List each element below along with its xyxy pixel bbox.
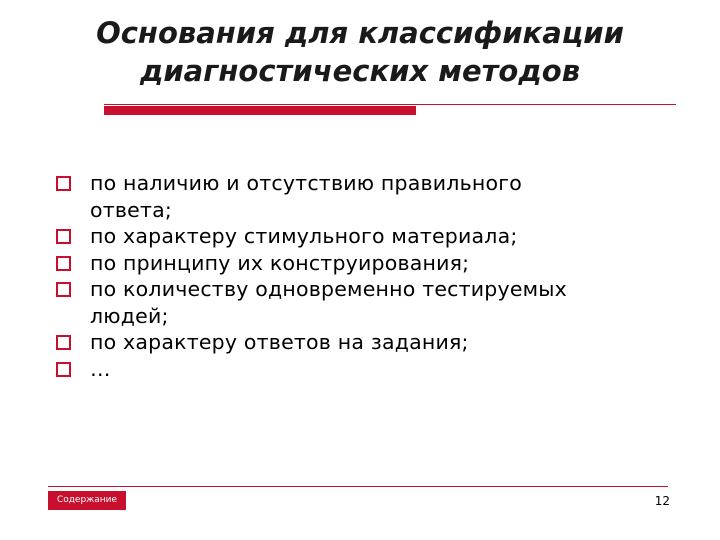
hollow-square-icon	[56, 335, 71, 350]
footer-divider	[48, 486, 668, 487]
list-item	[0, 223, 720, 250]
slide-title	[40, 14, 680, 90]
list-item-line: …	[90, 356, 111, 381]
slide-title-line-1: Основания для классификации	[96, 16, 624, 50]
list-item-line: по количеству одновременно тестируемых	[90, 277, 568, 301]
contents-button[interactable]: Содержание	[48, 491, 126, 510]
list-item-line: по характеру стимульного материала;	[90, 224, 518, 248]
list-item-line: по принципу их конструирования;	[90, 250, 470, 275]
title-divider-thin	[104, 104, 676, 105]
slide-title-line-2: диагностических методов	[139, 54, 581, 88]
page-number: 12	[654, 494, 670, 508]
title-divider-accent	[104, 106, 416, 115]
list-item-line: по характеру ответов на задания;	[90, 330, 469, 354]
list-item	[0, 170, 720, 223]
list-item-line-continued: людей;	[90, 303, 169, 328]
hollow-square-icon	[56, 256, 71, 271]
bullet-list	[0, 170, 720, 382]
hollow-square-icon	[56, 362, 71, 377]
list-item-line-continued: ответа;	[90, 197, 172, 222]
list-item-line: по наличию и отсутствию правильного	[90, 171, 522, 195]
list-item	[0, 250, 720, 277]
list-item	[0, 276, 720, 329]
list-item	[0, 329, 720, 356]
list-item	[0, 356, 720, 383]
hollow-square-icon	[56, 229, 71, 244]
hollow-square-icon	[56, 282, 71, 297]
hollow-square-icon	[56, 176, 71, 191]
